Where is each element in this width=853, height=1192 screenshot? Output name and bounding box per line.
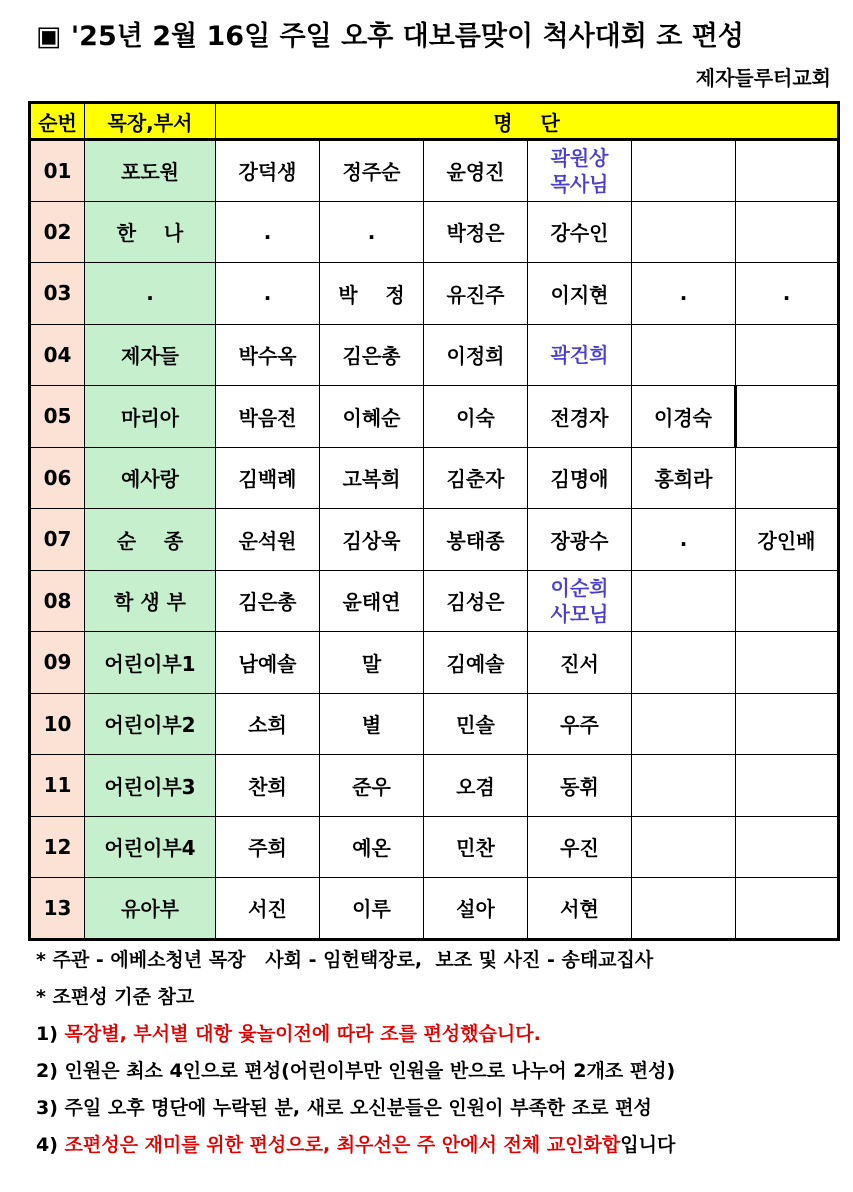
member-name: 찬희 xyxy=(216,755,320,817)
row-seq: 05 xyxy=(30,386,85,448)
row-seq: 02 xyxy=(30,201,85,263)
member-name: 준우 xyxy=(320,755,424,817)
member-name xyxy=(736,201,839,263)
member-name: 이혜순 xyxy=(320,386,424,448)
member-name: 박정은 xyxy=(424,201,528,263)
member-name xyxy=(736,570,839,632)
row-group: 어린이부3 xyxy=(85,755,216,817)
table-row xyxy=(30,878,839,940)
member-name: 이숙 xyxy=(424,386,528,448)
member-name: 곽건희 xyxy=(528,324,632,386)
member-name xyxy=(632,878,736,940)
member-name: 김은총 xyxy=(216,570,320,632)
row-seq: 12 xyxy=(30,816,85,878)
note-item-4-text: 조편성은 재미를 위한 편성으로, 최우선은 주 안에서 전체 교인화합 xyxy=(64,1134,621,1156)
notes xyxy=(36,942,836,1164)
member-name xyxy=(736,447,839,509)
note-item-4-num: 4) xyxy=(36,1134,65,1156)
row-seq: 11 xyxy=(30,755,85,817)
table-row xyxy=(30,201,839,263)
member-name xyxy=(632,693,736,755)
member-name xyxy=(632,632,736,694)
row-seq: 08 xyxy=(30,570,85,632)
row-seq: 07 xyxy=(30,509,85,571)
table-row xyxy=(30,632,839,694)
note-organizer: * 주관 - 에베소청년 목장 사회 - 임헌택장로, 보조 및 사진 - 송태교집사 xyxy=(36,949,654,971)
member-name xyxy=(632,324,736,386)
header-row xyxy=(30,103,839,140)
header-seq: 순번 xyxy=(30,103,85,140)
table-row xyxy=(30,570,839,632)
member-name: 남예솔 xyxy=(216,632,320,694)
table-row xyxy=(30,324,839,386)
member-name xyxy=(736,693,839,755)
member-name xyxy=(736,632,839,694)
note-item-3: 3) 주일 오후 명단에 누락된 분, 새로 오신분들은 인원이 부족한 조로 편성 xyxy=(36,1097,652,1119)
member-name xyxy=(736,816,839,878)
member-name: 예온 xyxy=(320,816,424,878)
header-group: 목장,부서 xyxy=(85,103,216,140)
member-name: 동휘 xyxy=(528,755,632,817)
row-group: 학 생 부 xyxy=(85,570,216,632)
note-item-4-tail: 입니다 xyxy=(620,1134,676,1156)
member-name: 주희 xyxy=(216,816,320,878)
member-name: 김성은 xyxy=(424,570,528,632)
member-name: 우진 xyxy=(528,816,632,878)
note-item-1-text: 목장별, 부서별 대항 윷놀이전에 따라 조를 편성했습니다. xyxy=(64,1023,541,1045)
member-name xyxy=(736,386,839,448)
row-seq: 09 xyxy=(30,632,85,694)
member-name: 유진주 xyxy=(424,263,528,325)
member-name: 박 정 xyxy=(320,263,424,325)
member-name: 민찬 xyxy=(424,816,528,878)
member-name: 소희 xyxy=(216,693,320,755)
row-group: 제자들 xyxy=(85,324,216,386)
roster-table xyxy=(28,101,840,941)
member-name: . xyxy=(736,263,839,325)
member-name: 이경숙 xyxy=(632,386,736,448)
member-name: 강인배 xyxy=(736,509,839,571)
member-name: 봉태종 xyxy=(424,509,528,571)
row-seq: 01 xyxy=(30,140,85,202)
member-name: 윤태연 xyxy=(320,570,424,632)
member-name: 장광수 xyxy=(528,509,632,571)
member-name xyxy=(736,755,839,817)
table-row xyxy=(30,447,839,509)
member-name: 운석원 xyxy=(216,509,320,571)
member-name: 별 xyxy=(320,693,424,755)
row-seq: 13 xyxy=(30,878,85,940)
table-row xyxy=(30,509,839,571)
member-name: 강수인 xyxy=(528,201,632,263)
member-name: 김춘자 xyxy=(424,447,528,509)
table-row xyxy=(30,263,839,325)
member-name: 홍희라 xyxy=(632,447,736,509)
row-group: 어린이부4 xyxy=(85,816,216,878)
member-name: 설아 xyxy=(424,878,528,940)
member-name: . xyxy=(320,201,424,263)
member-name xyxy=(736,878,839,940)
member-name: 김예솔 xyxy=(424,632,528,694)
row-group: 마리아 xyxy=(85,386,216,448)
member-name xyxy=(632,201,736,263)
table-row xyxy=(30,816,839,878)
table-row xyxy=(30,693,839,755)
note-item-1 xyxy=(36,1016,836,1053)
member-name: 박수옥 xyxy=(216,324,320,386)
row-seq: 04 xyxy=(30,324,85,386)
member-name: . xyxy=(632,509,736,571)
member-name: 이정희 xyxy=(424,324,528,386)
row-seq: 06 xyxy=(30,447,85,509)
member-name: 김백례 xyxy=(216,447,320,509)
member-name: 말 xyxy=(320,632,424,694)
member-name xyxy=(632,755,736,817)
row-group: 한 나 xyxy=(85,201,216,263)
member-name xyxy=(632,140,736,202)
member-name: 김명애 xyxy=(528,447,632,509)
member-name: . xyxy=(632,263,736,325)
church-name: 제자들루터교회 xyxy=(695,66,831,90)
page-title: ▣ '25년 2월 16일 주일 오후 대보름맞이 척사대회 조 편성 xyxy=(36,21,744,52)
note-item-2: 2) 인원은 최소 4인으로 편성(어린이부만 인원을 반으로 나누어 2개조 편성) xyxy=(36,1060,676,1082)
row-group: 포도원 xyxy=(85,140,216,202)
row-group: 어린이부2 xyxy=(85,693,216,755)
row-group: 어린이부1 xyxy=(85,632,216,694)
member-name: 오겸 xyxy=(424,755,528,817)
member-name: 우주 xyxy=(528,693,632,755)
member-name: 이루 xyxy=(320,878,424,940)
member-name: 진서 xyxy=(528,632,632,694)
member-name: 이순희 사모님 xyxy=(528,570,632,632)
member-name: 정주순 xyxy=(320,140,424,202)
note-criteria-title: * 조편성 기준 참고 xyxy=(36,986,195,1008)
member-name: 김상욱 xyxy=(320,509,424,571)
row-group: 순 종 xyxy=(85,509,216,571)
member-name: 고복희 xyxy=(320,447,424,509)
member-name: 이지현 xyxy=(528,263,632,325)
table-row xyxy=(30,755,839,817)
member-name: 곽원상 목사님 xyxy=(528,140,632,202)
table-row xyxy=(30,386,839,448)
member-name: 강덕생 xyxy=(216,140,320,202)
note-item-1-num: 1) xyxy=(36,1023,65,1045)
member-name: . xyxy=(216,263,320,325)
row-seq: 10 xyxy=(30,693,85,755)
note-item-4 xyxy=(36,1127,836,1164)
member-name xyxy=(736,324,839,386)
member-name: 전경자 xyxy=(528,386,632,448)
member-name: 민솔 xyxy=(424,693,528,755)
table-row xyxy=(30,140,839,202)
member-name: 서진 xyxy=(216,878,320,940)
row-group: . xyxy=(85,263,216,325)
member-name xyxy=(632,816,736,878)
row-group: 유아부 xyxy=(85,878,216,940)
member-name: 김은총 xyxy=(320,324,424,386)
row-seq: 03 xyxy=(30,263,85,325)
member-name xyxy=(632,570,736,632)
header-names: 명 단 xyxy=(216,103,839,140)
member-name: 박음전 xyxy=(216,386,320,448)
member-name: . xyxy=(216,201,320,263)
member-name: 서현 xyxy=(528,878,632,940)
member-name: 윤영진 xyxy=(424,140,528,202)
row-group: 예사랑 xyxy=(85,447,216,509)
member-name xyxy=(736,140,839,202)
